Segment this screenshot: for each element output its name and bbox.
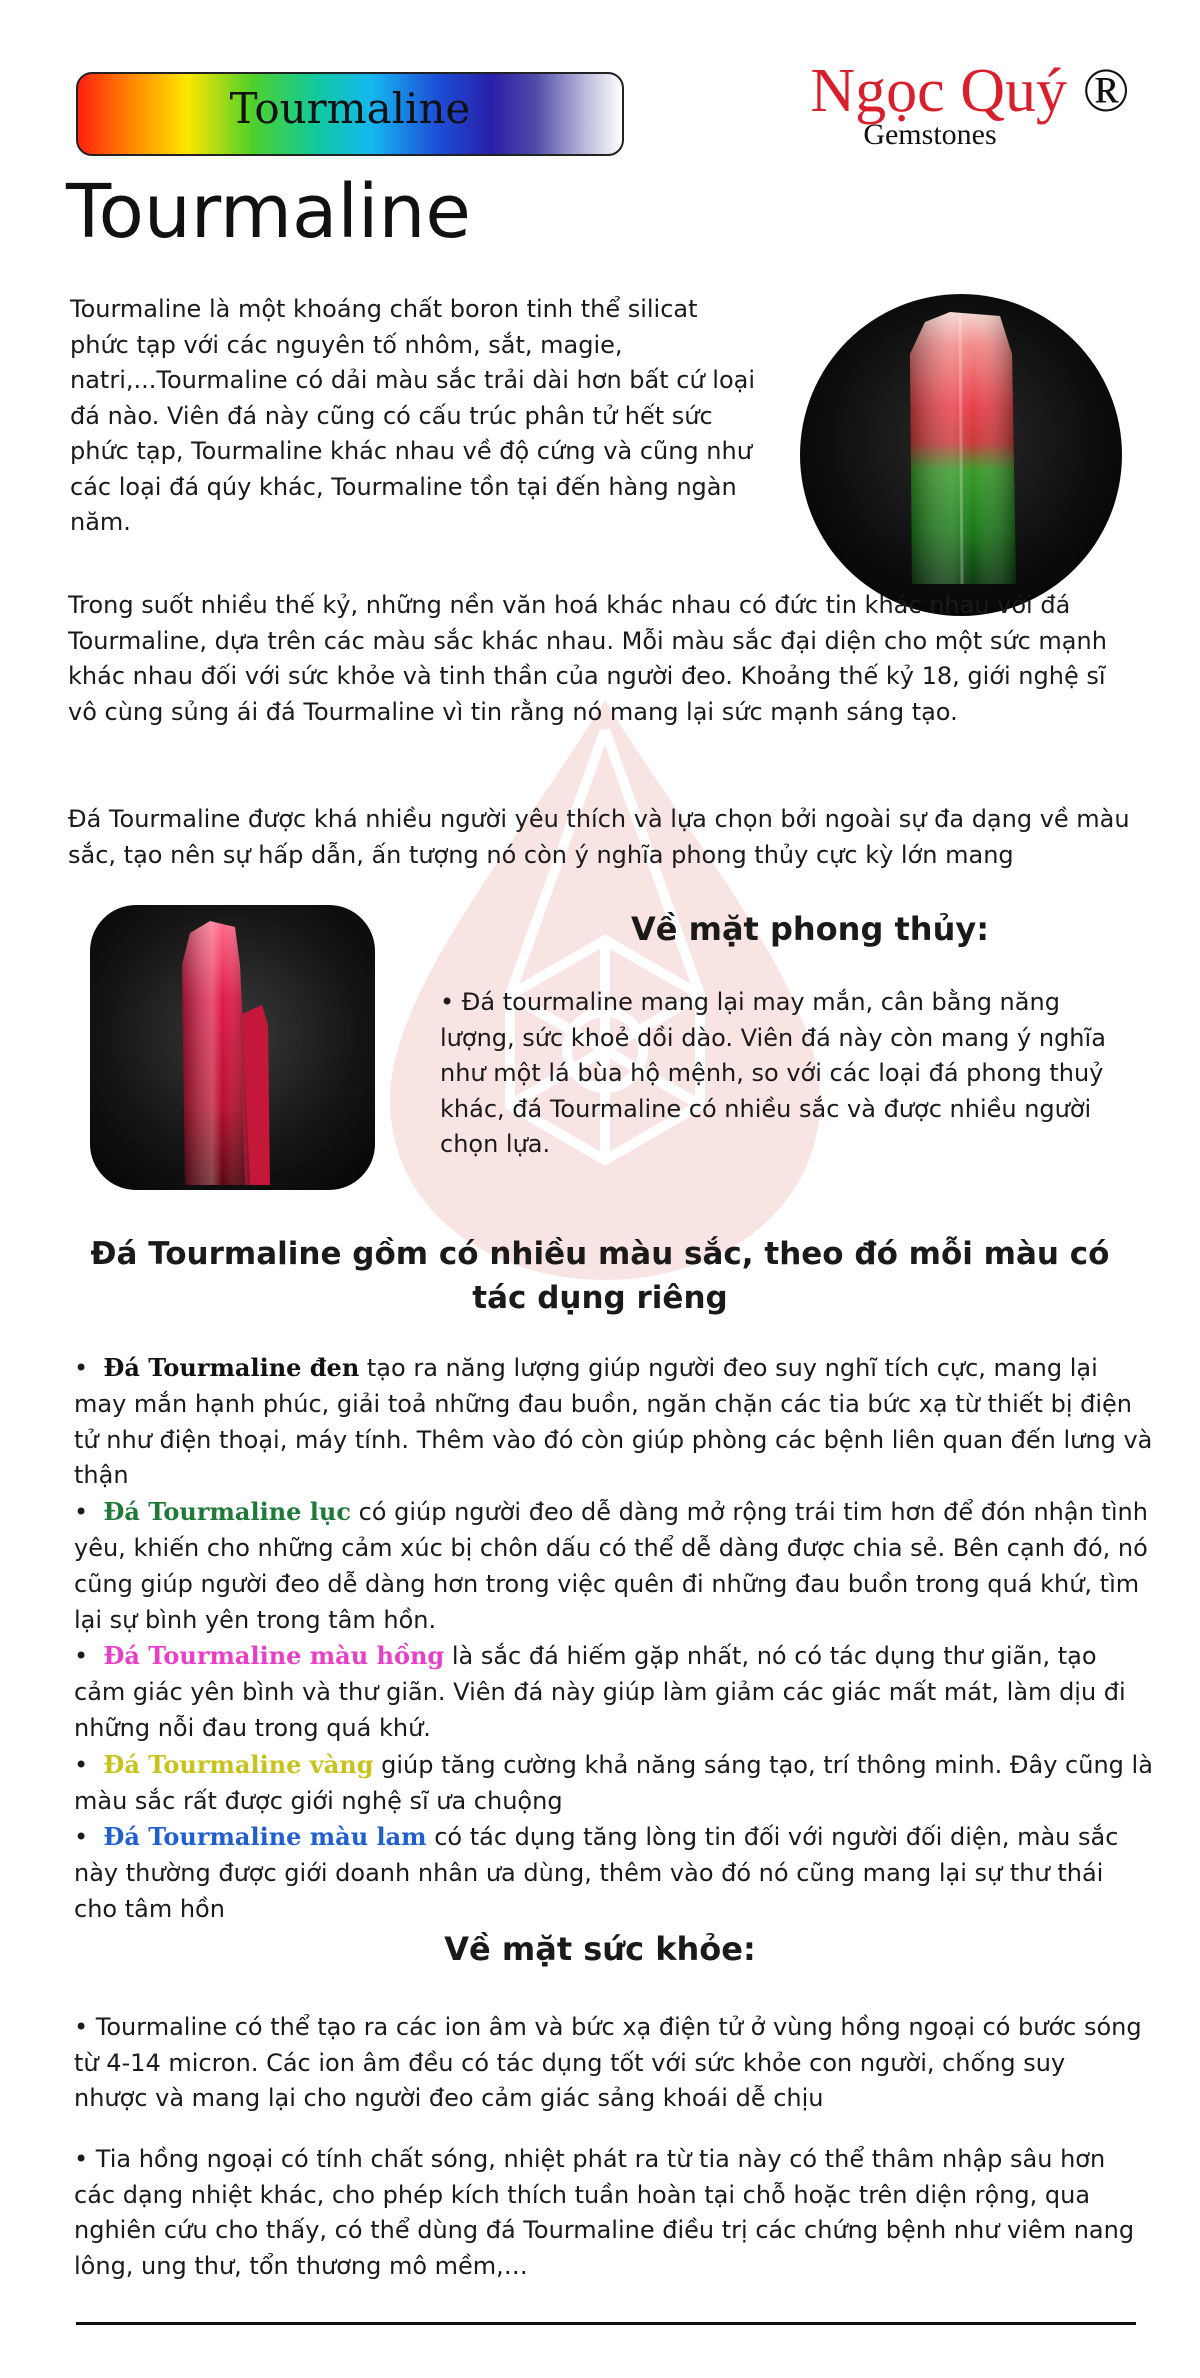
tourmaline-color-name: Đá Tourmaline màu lam (103, 1822, 427, 1852)
feng-shui-bullet: • Đá tourmaline mang lại may mắn, cân bằng năng lượng, sức khoẻ dồi dào. Viên đá này còn mang ý nghĩa như một lá bùa hộ mệnh, so với các loại đá phong thuỷ khác, đá Tourmaline có nhiều sắc và được nhiều người chọn lựa. (440, 988, 1106, 1158)
tourmaline-color-description: có giúp người đeo dễ dàng mở rộng trái tim hơn để đón nhận tình yêu, khiến cho những cảm xúc bị chôn dấu có thể dễ dàng được chia sẻ. Bên cạnh đó, nó cũng giúp người đeo dễ dàng hơn trong việc quên đi những đau buồn trong quá khứ, tìm lại sự bình yên trong tâm hồn. (74, 1498, 1148, 1634)
list-item (74, 1350, 1154, 1494)
page-title: Tourmaline (66, 169, 471, 255)
bullet: • (74, 1750, 104, 1779)
brand-name-text: Ngọc Quý (810, 57, 1067, 125)
popularity-paragraph: Đá Tourmaline được khá nhiều người yêu thích và lựa chọn bởi ngoài sự đa dạng về màu sắc, tạo nên sự hấp dẫn, ấn tượng nó còn ý nghĩa phong thủy cực kỳ lớn mang (68, 805, 1130, 869)
tourmaline-color-name: Đá Tourmaline màu hồng (103, 1641, 445, 1671)
list-item (74, 1819, 1154, 1927)
feng-shui-heading: Về mặt phong thủy: (631, 910, 989, 948)
health-paragraph-ions: • Tourmaline có thể tạo ra các ion âm và bức xạ điện tử ở vùng hồng ngoại có bước sóng từ 4-14 micron. Các ion âm đều có tác dụng tốt với sức khỏe con người, chống suy nhược và mang lại cho người đeo cảm giác sảng khoái dễ chịu (74, 2013, 1142, 2112)
color-list (74, 1350, 1154, 1928)
tourmaline-color-description: là sắc đá hiếm gặp nhất, nó có tác dụng thư giãn, tạo cảm giác yên bình và thư giãn. Viên đá này giúp làm giảm các giác mất mát, làm dịu đi những nỗi đau trong quá khứ. (74, 1642, 1126, 1742)
tourmaline-color-name: Đá Tourmaline vàng (103, 1749, 374, 1779)
history-paragraph: Trong suốt nhiều thế kỷ, những nền văn hoá khác nhau có đức tin khác nhau với đá Tourmaline, dựa trên các màu sắc khác nhau. Mỗi màu sắc đại diện cho một sức mạnh khác nhau đối với sức khỏe và tinh thần của người đeo. Khoảng thế kỷ 18, giới nghệ sĩ vô cùng sủng ái đá Tourmaline vì tin rằng nó mang lại sức mạnh sáng tạo. (68, 591, 1107, 726)
watermelon-tourmaline-image (800, 294, 1122, 616)
registered-mark: ® (1082, 57, 1130, 125)
list-item (74, 1638, 1154, 1746)
health-paragraph-infrared: • Tia hồng ngoại có tính chất sóng, nhiệt phát ra từ tia này có thể thâm nhập sâu hơn các dạng nhiệt khác, cho phép kích thích tuần hoàn tại chỗ hoặc trên diện rộng, qua nghiên cứu cho thấy, có thể dùng đá Tourmaline điều trị các chứng bệnh như viêm nang lông, ung thư, tổn thương mô mềm,… (74, 2145, 1135, 2280)
health-heading: Về mặt sức khỏe: (444, 1930, 756, 1968)
tourmaline-color-name: Đá Tourmaline đen (103, 1353, 360, 1382)
tourmaline-color-description: tạo ra năng lượng giúp người đeo suy nghĩ tích cực, mang lại may mắn hạnh phúc, giải toả những đau buồn, ngăn chặn các tia bức xạ từ thiết bị điện tử như điện thoại, máy tính. Thêm vào đó còn giúp phòng các bệnh liên quan đến lưng và thận (74, 1354, 1153, 1490)
colors-heading: Đá Tourmaline gồm có nhiều màu sắc, theo đó mỗi màu có tác dụng riêng (90, 1236, 1110, 1316)
brand-subtitle: Gemstones (863, 118, 997, 151)
tourmaline-color-name: Đá Tourmaline lục (103, 1497, 351, 1527)
footer-divider (76, 2322, 1136, 2325)
list-item (74, 1747, 1154, 1820)
bullet: • (74, 1642, 104, 1671)
intro-paragraph: Tourmaline là một khoáng chất boron tinh thể silicat phức tạp với các nguyên tố nhôm, sắt, magie, natri,...Tourmaline có dải màu sắc trải dài hơn bất cứ loại đá nào. Viên đá này cũng có cấu trúc phân tử hết sức phức tạp, Tourmaline khác nhau về độ cứng và cũng như các loại đá qúy khác, Tourmaline tồn tại đến hàng ngàn năm. (70, 295, 756, 536)
bullet: • (74, 1498, 104, 1527)
bullet: • (74, 1354, 104, 1382)
tourmaline-color-description: giúp tăng cường khả năng sáng tạo, trí thông minh. Đây cũng là màu sắc rất được giới nghệ sĩ ưa chuộng (74, 1750, 1153, 1815)
list-item (74, 1494, 1154, 1638)
red-tourmaline-image (90, 905, 375, 1190)
banner-title: Tourmaline (229, 84, 471, 133)
header-banner (76, 72, 624, 156)
brand-name (790, 57, 1150, 125)
brand-logo (790, 57, 1150, 152)
bullet: • (74, 1823, 104, 1852)
tourmaline-color-description: có tác dụng tăng lòng tin đối với người đối diện, màu sắc này thường được giới doanh nhân ưa dùng, thêm vào đó nó cũng mang lại sự thư thái cho tâm hồn (74, 1823, 1119, 1923)
